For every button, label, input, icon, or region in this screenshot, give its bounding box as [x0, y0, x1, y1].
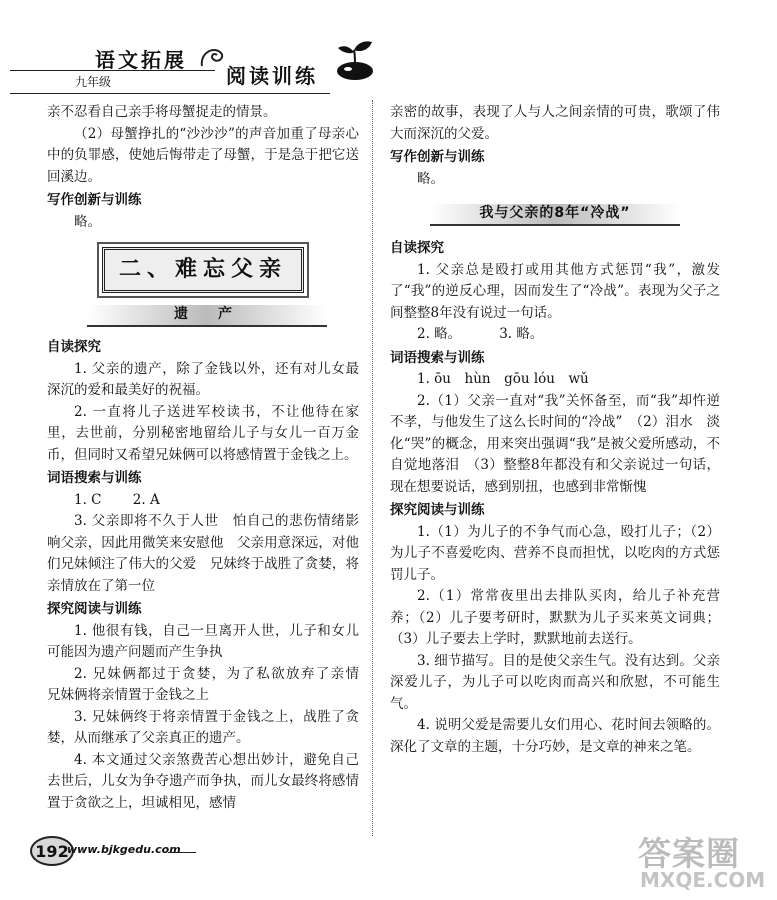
right-column	[390, 102, 720, 758]
paragraph: 略。	[74, 213, 101, 230]
answer-item: 2. 兄妹俩都过于贪婪，为了私欲放弃了亲情 兄妹俩将亲情置于金钱之上	[47, 665, 373, 703]
paragraph: （2）母蟹挣扎的“沙沙沙”的声音加重了母亲心中的负罪感，使她后悔带走了母蟹，于是急于把它送回溪边。	[47, 125, 359, 185]
answer-item: 3. 兄妹俩终于将亲情置于金钱之上，战胜了贪婪，从而继承了父亲真正的遗产。	[47, 708, 359, 746]
left-column	[47, 102, 373, 814]
footer-rule	[168, 852, 196, 853]
answer-item: 3. 父亲即将不久于人世 怕自己的悲伤情绪影响父亲，因此用微笑来安慰他 父亲用意深远，对他们兄妹倾注了伟大的父爱 兄妹终于战胜了贪婪，将亲情放在了第一位	[47, 513, 359, 594]
sprout-icon	[332, 36, 378, 82]
section-heading: 自读探究	[390, 240, 444, 256]
watermark: 答案圈	[638, 834, 740, 873]
publisher-url: www.bjkgedu.com	[67, 843, 181, 856]
answer-item: 1. C 2. A	[74, 491, 160, 508]
section-heading: 词语搜索与训练	[390, 349, 485, 366]
article-title: 我与父亲的8年“冷战”	[430, 204, 680, 226]
answer-item: 1. ōu hùn gōu lóu wǔ	[417, 371, 589, 387]
page-header	[0, 0, 777, 100]
section-heading: 探究阅读与训练	[47, 601, 142, 617]
paragraph: 亲密的故事，表现了人与人之间亲情的可贵，歌颂了伟大而深沉的父爱。	[390, 104, 720, 142]
answer-item: 1. 父亲总是殴打或用其他方式惩罚“我”，激发了“我”的逆反心理，因而发生了“冷战”。表现为父子之间整整8年没有说过一句话。	[390, 261, 720, 321]
answer-item: 2.（1）常常夜里出去排队买肉，给儿子补充营养；（2）儿子要考研时，默默为儿子买来英文词典；（3）儿子要去上学时，默默地前去送行。	[390, 588, 720, 647]
answer-item: 1. 父亲的遗产，除了金钱以外，还有对儿女最深沉的爱和最美好的祝福。	[47, 360, 359, 398]
answer-item: 4. 说明父爱是需要儿女们用心、花时间去领略的。深化了文章的主题，十分巧妙，是文章的神来之笔。	[390, 717, 720, 755]
section-heading: 探究阅读与训练	[390, 502, 485, 518]
section-heading: 自读探究	[47, 339, 101, 355]
book-title: 语文拓展	[95, 48, 187, 72]
watermark-url: MXQE.COM	[640, 868, 766, 892]
section-heading: 写作创新与训练	[390, 149, 485, 165]
answer-item: 1. 他很有钱，自己一旦离开人世，儿子和女儿可能因为遗产问题而产生争执	[47, 622, 359, 660]
answer-item: 3. 细节描写。目的是使父亲生气。没有达到。父亲深爱儿子，为儿子可以吃肉而高兴和欣慰，不可能生气。	[390, 652, 720, 712]
article-title: 遗 产	[87, 305, 327, 327]
chapter-title: 二、难忘父亲	[102, 247, 304, 293]
section-heading: 写作创新与训练	[47, 192, 142, 208]
answer-item: 1.（1）为儿子的不争气而心急，殴打儿子；（2）为儿子不喜爱吃肉、营养不良而担忧，以吃肉的方式惩罚儿子。	[390, 523, 720, 583]
answer-item: 4. 本文通过父亲煞费苦心想出妙计，避免自己去世后，儿女为争夺遗产而争执，而儿女最终将感情置于贪欲之上，坦诚相见，感情	[47, 751, 359, 811]
paragraph: 亲不忍看自己亲手将母蟹捉走的情景。	[47, 104, 277, 120]
section-heading: 词语搜索与训练	[47, 470, 142, 486]
page-number: 192	[30, 836, 74, 866]
column-divider	[372, 100, 373, 836]
paragraph: 略。	[417, 170, 444, 187]
answer-item: 2. 一直将儿子送进军校读书，不让他待在家里，去世前，分别秘密地留给儿子与女儿一百万金币，但同时又希望兄妹俩可以将感情置于金钱之上。	[47, 403, 359, 463]
grade-label: 九年级	[75, 75, 112, 89]
answer-item: 2.（1）父亲一直对“我”关怀备至，而“我”却忤逆不孝，与他发生了这么长时间的“冷战” （2）泪水 淡化“哭”的概念，用来突出强调“我”是被父爱所感动，不自觉地落泪 （3）整整8年都没有和父亲说过一句话，现在想要说话，感到别扭，也感到非常惭愧	[390, 392, 720, 495]
series-title: 阅读训练	[226, 64, 318, 88]
header-rule-bottom	[10, 93, 330, 94]
answer-item: 2. 略。 3. 略。	[417, 326, 544, 342]
page-footer	[0, 826, 777, 900]
